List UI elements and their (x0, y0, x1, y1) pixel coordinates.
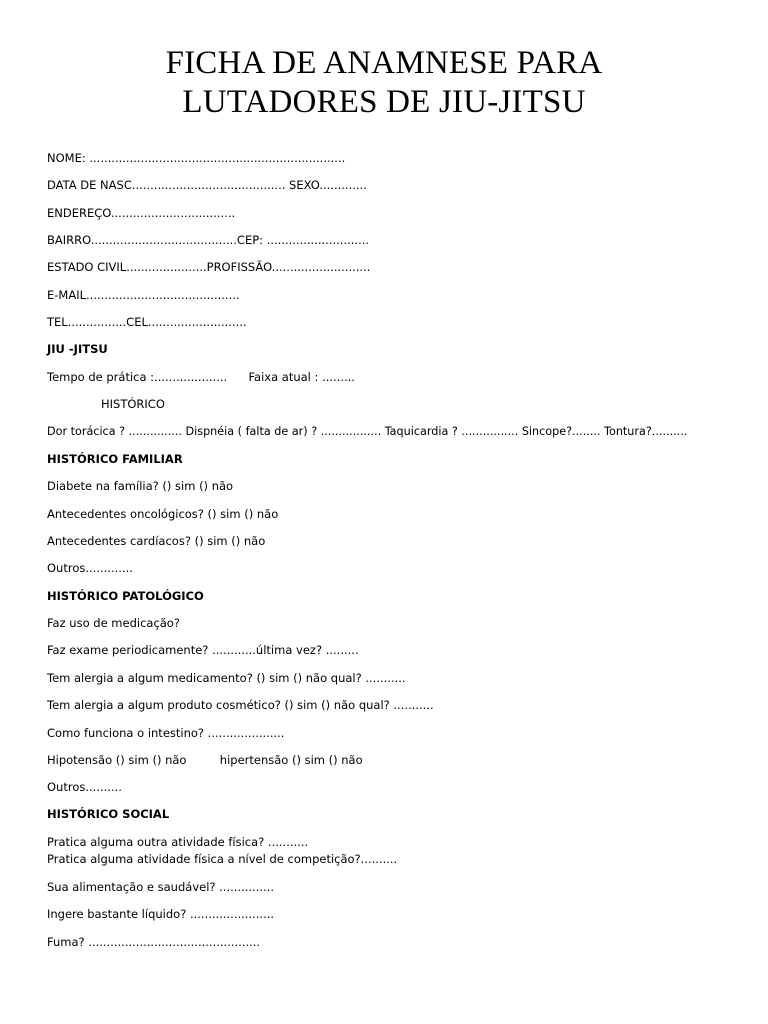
field-pressao[interactable] (47, 753, 363, 767)
section-heading-historico: HISTÓRICO (101, 397, 165, 411)
section-heading-historico-patologico: HISTÓRICO PATOLÓGICO (47, 589, 204, 603)
field-faixa-atual[interactable]: Faixa atual : ......... (248, 370, 355, 384)
field-data-nasc-sexo[interactable]: DATA DE NASC.......................................... SEXO............. (47, 178, 367, 192)
field-hipotensao[interactable]: Hipotensão () sim () não (47, 753, 187, 767)
field-tempo-faixa[interactable] (47, 370, 355, 384)
field-alergia-medicamento[interactable]: Tem alergia a algum medicamento? () sim () não qual? ........... (47, 671, 406, 685)
field-exame[interactable]: Faz exame periodicamente? ............última vez? ......... (47, 643, 359, 657)
section-heading-historico-familiar: HISTÓRICO FAMILIAR (47, 452, 183, 466)
title-line-2: LUTADORES DE JIU-JITSU (182, 84, 586, 120)
field-cardiacos[interactable]: Antecedentes cardíacos? () sim () não (47, 534, 266, 548)
field-tel-cel[interactable]: TEL................CEL........................... (47, 315, 247, 329)
field-fuma[interactable]: Fuma? ............................................... (47, 935, 261, 949)
field-outros-patologico[interactable]: Outros.......... (47, 780, 122, 794)
field-sintomas[interactable]: Dor torácica ? ............... Dispnéia ( falta de ar) ? ................. Taquicardia ? ................ Sincope?........ Tontura?.......... (47, 425, 688, 438)
field-intestino[interactable]: Como funciona o intestino? ..................... (47, 726, 285, 740)
field-alimentacao[interactable]: Sua alimentação e saudável? ............... (47, 880, 274, 894)
field-nome[interactable]: NOME: ...................................................................... (47, 151, 346, 165)
field-medicacao[interactable]: Faz uso de medicação? (47, 616, 180, 630)
field-estado-civil-profissao[interactable]: ESTADO CIVIL......................PROFISSÃO........................... (47, 260, 371, 274)
field-oncologicos[interactable]: Antecedentes oncológicos? () sim () não (47, 507, 279, 521)
field-bairro-cep[interactable]: BAIRRO........................................CEP: ............................ (47, 233, 370, 247)
field-outros-familiar[interactable]: Outros............. (47, 561, 133, 575)
field-atividade-fisica[interactable]: Pratica alguma outra atividade física? ........... (47, 835, 309, 849)
field-tempo-pratica[interactable]: Tempo de prática :.................... (47, 370, 228, 384)
section-heading-jiu-jitsu: JIU -JITSU (47, 342, 108, 356)
form-title (0, 44, 768, 122)
field-alergia-cosmetico[interactable]: Tem alergia a algum produto cosmético? () sim () não qual? ........... (47, 698, 434, 712)
section-heading-historico-social: HISTÓRICO SOCIAL (47, 807, 170, 821)
field-competicao[interactable]: Pratica alguma atividade física a nível de competição?.......... (47, 852, 398, 866)
field-hipertensao[interactable]: hipertensão () sim () não (219, 753, 363, 767)
field-endereco[interactable]: ENDEREÇO.................................. (47, 206, 236, 220)
field-liquido[interactable]: Ingere bastante líquido? ....................... (47, 907, 275, 921)
field-diabete[interactable]: Diabete na família? () sim () não (47, 479, 234, 493)
field-email[interactable]: E-MAIL.......................................... (47, 288, 240, 302)
title-line-1: FICHA DE ANAMNESE PARA (165, 45, 603, 81)
